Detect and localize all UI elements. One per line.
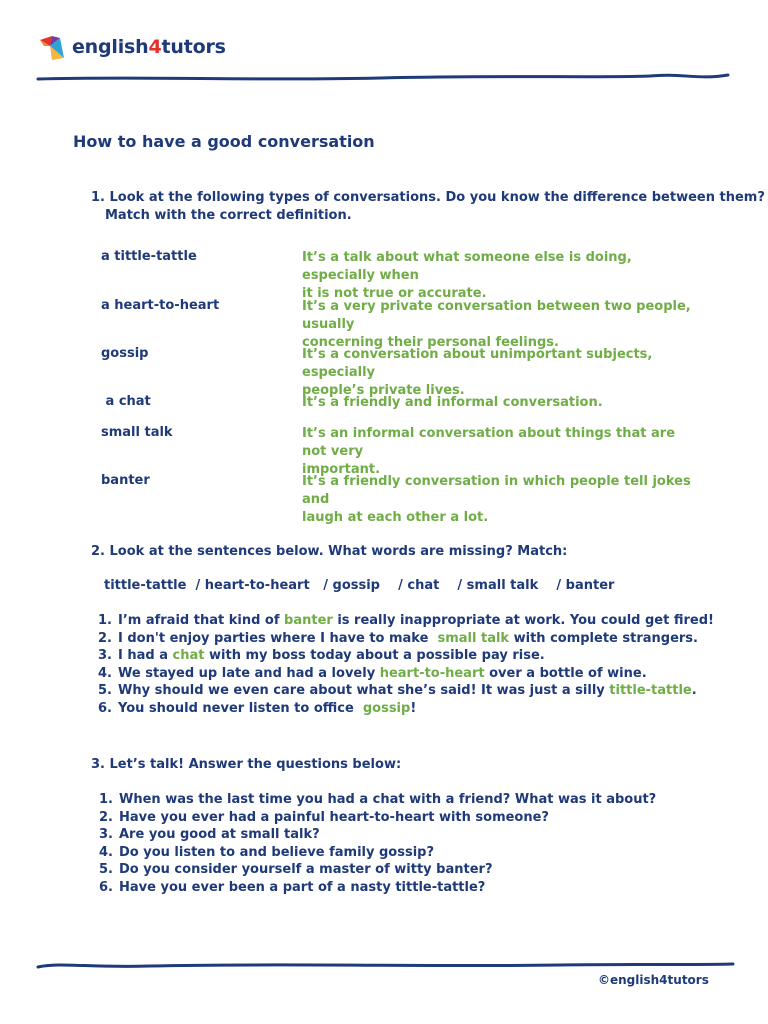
question-3-heading: 3. Let’s talk! Answer the questions below: — [91, 757, 402, 772]
paper-plane-icon — [38, 32, 68, 62]
definition-5: It’s an informal conversation about things that are not very important. — [302, 426, 676, 477]
list-item: 2. I don't enjoy parties where I have to make small talk with complete strangers. — [98, 630, 698, 646]
word-bank: tittle-tattle / heart-to-heart / gossip / chat / small talk / banter — [104, 578, 615, 593]
list-item: 1. I’m afraid that kind of banter is really inappropriate at work. You could get fired! — [98, 613, 714, 628]
header-wave-divider — [0, 68, 768, 88]
term-chat: a chat — [101, 394, 151, 409]
definition-1: It’s a talk about what someone else is doing, especially when it is not true or accurate. — [302, 250, 632, 301]
answer-word: tittle-tattle — [609, 683, 692, 699]
definition-3: It’s a conversation about unimportant subjects, especially people’s private lives. — [302, 347, 653, 398]
answer-word: banter — [284, 613, 333, 628]
list-item: 5. Why should we even care about what she’s said! It was just a silly tittle-tattle. — [98, 683, 697, 699]
page-title: How to have a good conversation — [73, 132, 375, 151]
term-gossip: gossip — [101, 346, 149, 361]
list-item: 5. Do you consider yourself a master of witty banter? — [99, 862, 493, 878]
list-item: 2. Have you ever had a painful heart-to-heart with someone? — [99, 809, 549, 825]
term-small-talk: small talk — [101, 425, 173, 440]
term-tittle-tattle: a tittle-tattle — [101, 249, 197, 264]
copyright: ©english4tutors — [598, 973, 709, 987]
definition-4: It’s a friendly and informal conversation. — [302, 395, 603, 410]
logo-text: english4tutors — [72, 36, 226, 58]
answer-word: small talk — [437, 630, 510, 646]
list-item: 4. We stayed up late and had a lovely heart-to-heart over a bottle of wine. — [98, 665, 647, 681]
question-3-list — [93, 791, 656, 897]
list-item: 6. Have you ever been a part of a nasty tittle-tattle? — [99, 879, 486, 895]
question-1-heading: 1. Look at the following types of conversations. Do you know the difference between them? Match with the correct definition. — [91, 190, 765, 223]
answer-word: chat — [172, 648, 205, 664]
list-item: 3. I had a chat with my boss today about a possible pay rise. — [98, 648, 545, 664]
answer-word: heart-to-heart — [379, 665, 485, 681]
list-item: 3. Are you good at small talk? — [99, 827, 320, 843]
term-banter: banter — [101, 473, 150, 488]
term-heart-to-heart: a heart-to-heart — [101, 298, 220, 313]
answer-word: gossip — [362, 700, 411, 716]
list-item: 1. When was the last time you had a chat with a friend? What was it about? — [99, 792, 657, 807]
question-2-list — [92, 612, 714, 718]
list-item: 4. Do you listen to and believe family gossip? — [99, 844, 434, 860]
definition-2: It’s a very private conversation between two people, usually concerning their personal feelings. — [302, 299, 691, 350]
question-2-heading: 2. Look at the sentences below. What words are missing? Match: — [91, 544, 568, 559]
list-item: 6. You should never listen to office gossip! — [98, 700, 417, 716]
definition-6: It’s a friendly conversation in which people tell jokes and laugh at each other a lot. — [302, 474, 691, 525]
logo — [38, 32, 226, 62]
